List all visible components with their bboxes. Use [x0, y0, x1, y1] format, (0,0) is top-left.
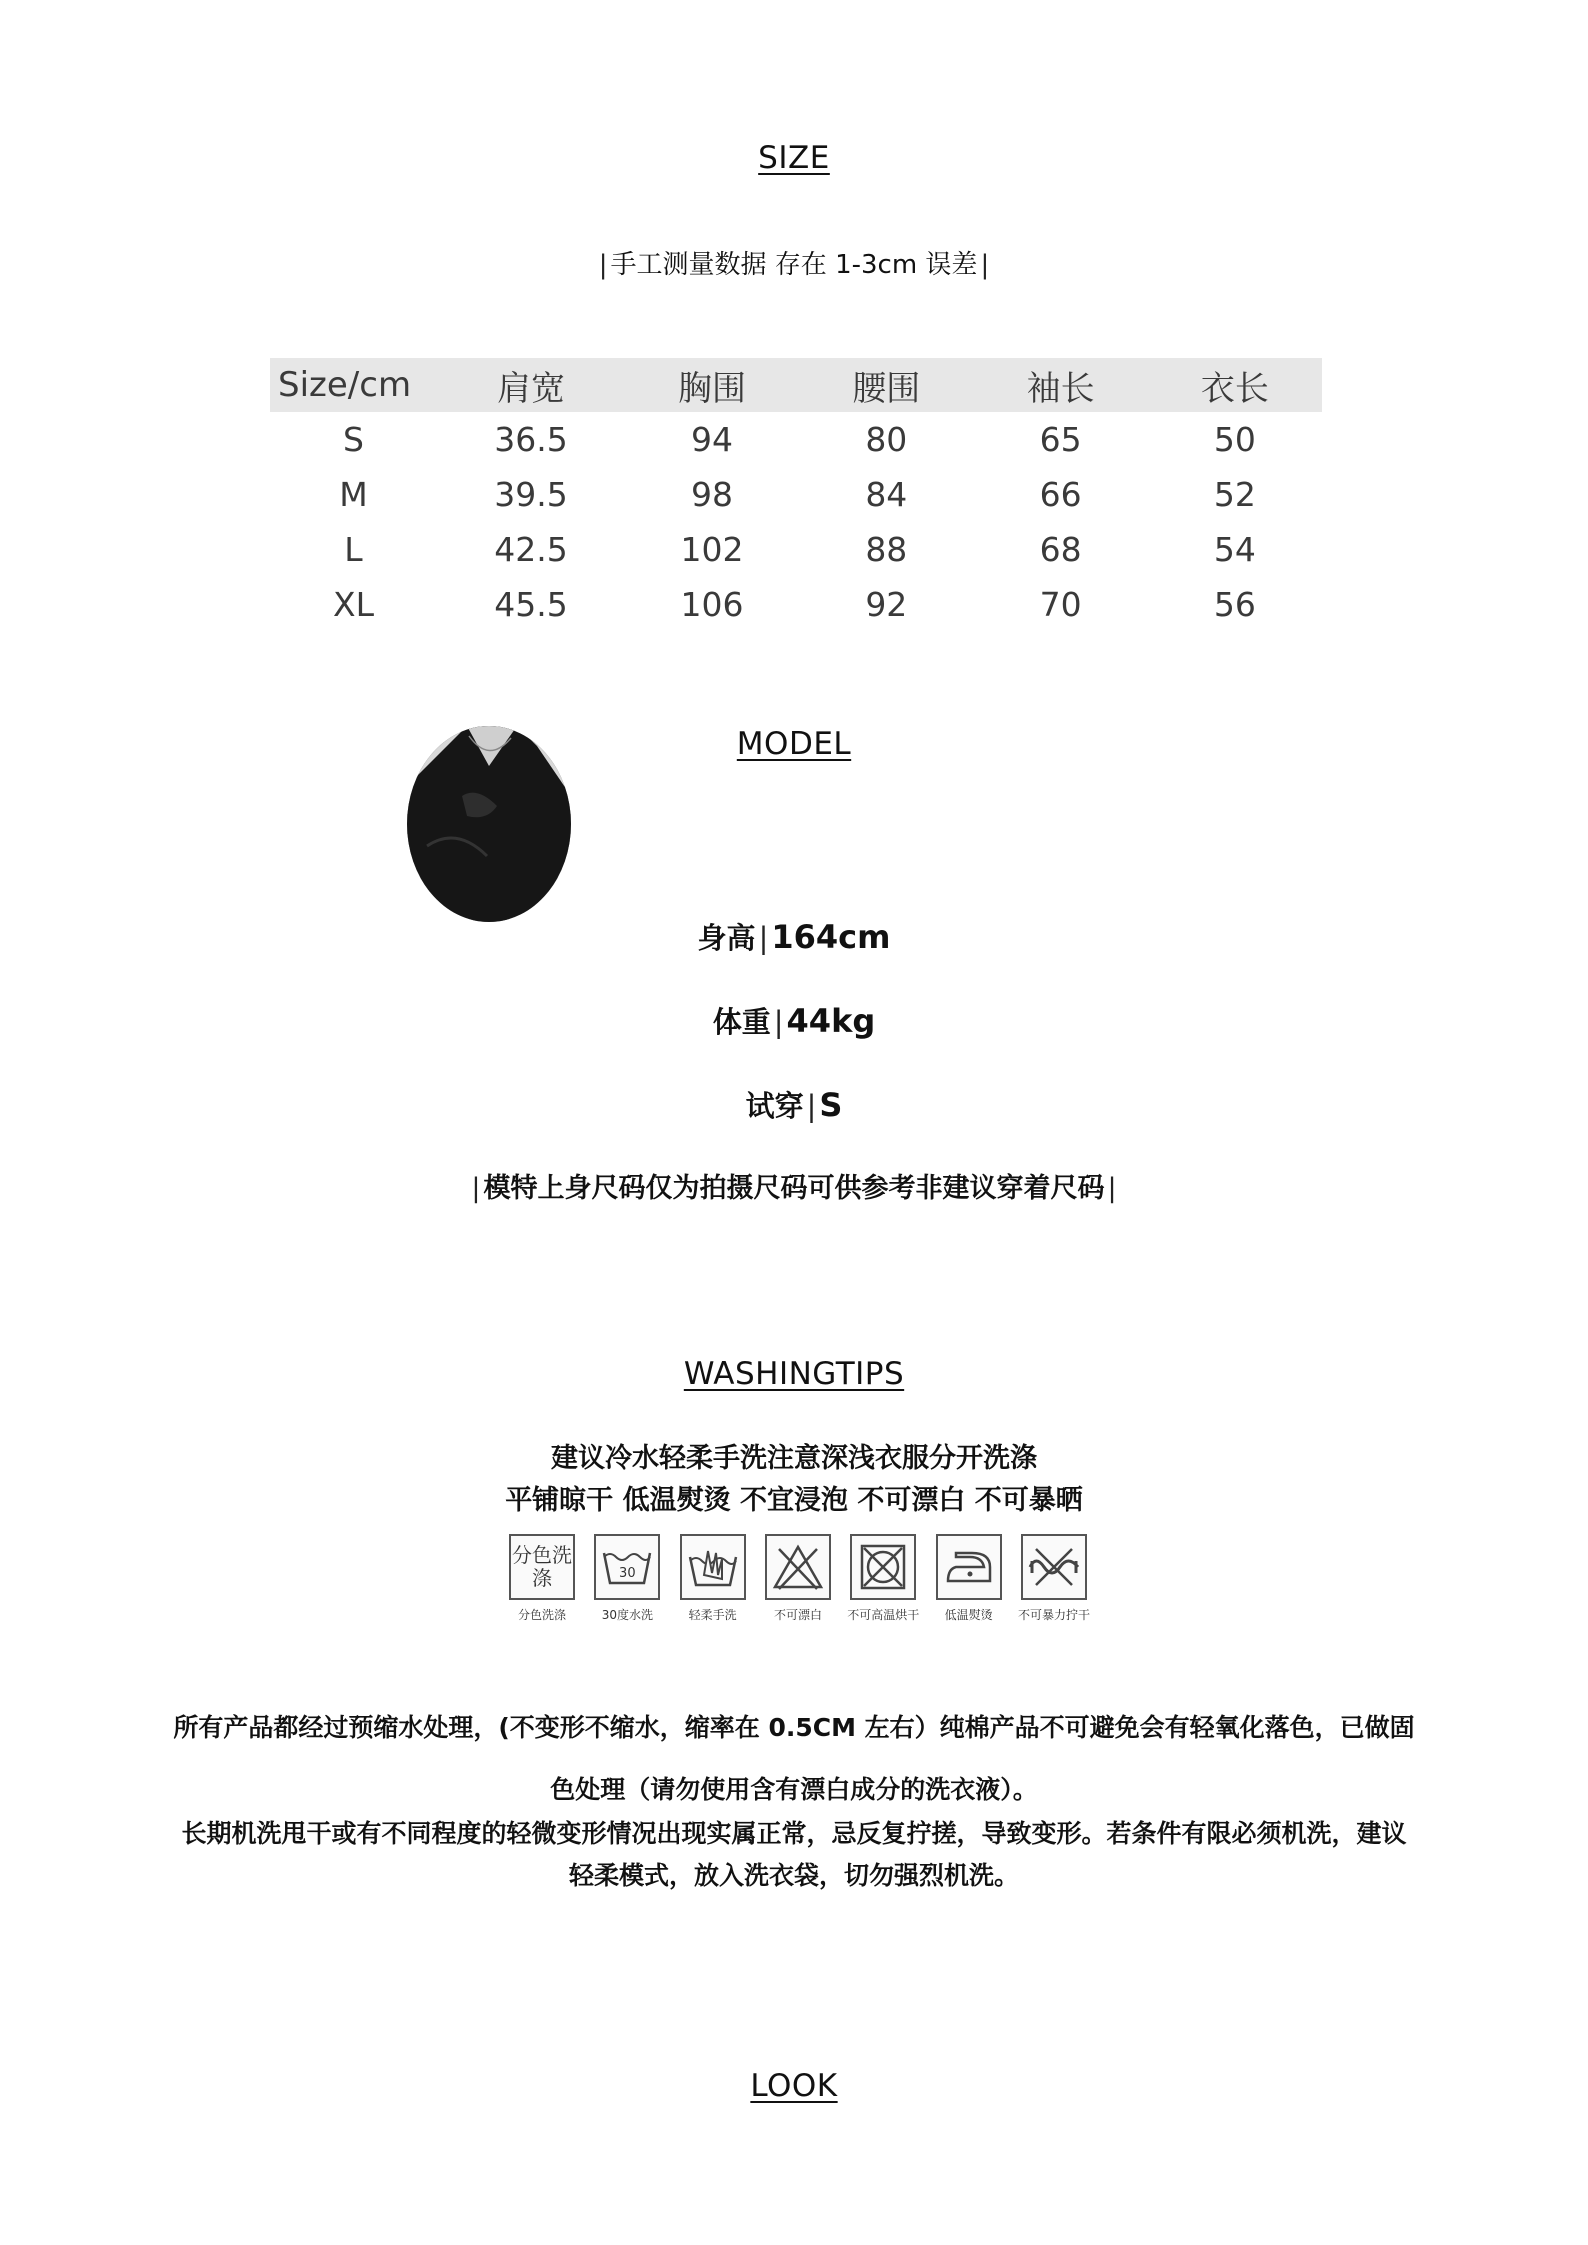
model-silhouette-icon: [407, 726, 571, 922]
table-row: [270, 577, 1322, 632]
table-cell: 50: [1213, 420, 1256, 459]
washing-paragraph-3: 长期机洗甩干或有不同程度的轻微变形情况出现实属正常，忌反复拧搓，导致变形。若条件有限必须机洗，建议: [181, 1819, 1407, 1848]
no-wring-icon: [1021, 1534, 1087, 1600]
table-cell: 84: [865, 475, 908, 514]
table-row: [270, 412, 1322, 467]
size-title: SIZE: [758, 140, 830, 176]
table-cell: 106: [680, 585, 744, 624]
table-row: [270, 522, 1322, 577]
table-cell: 92: [865, 585, 908, 624]
care-icon-item: 轻柔手洗: [671, 1534, 755, 1624]
model-title: MODEL: [736, 726, 852, 762]
model-height: 身高 |164cm: [697, 918, 891, 956]
table-cell: 42.5: [494, 530, 568, 569]
size-table: [270, 358, 1322, 632]
model-try-size: 试穿 |S: [745, 1086, 843, 1124]
low-iron-icon: [936, 1534, 1002, 1600]
table-cell: 56: [1213, 585, 1256, 624]
model-disclaimer: | 模特上身尺码仅为拍摄尺码可供参考非建议穿着尺码 |: [471, 1173, 1117, 1204]
table-row: [270, 467, 1322, 522]
table-cell: 39.5: [494, 475, 568, 514]
table-cell: 54: [1213, 530, 1256, 569]
header-cell: 衣长: [1148, 358, 1322, 412]
header-cell: 袖长: [973, 358, 1147, 412]
washing-paragraph-1: 所有产品都经过预缩水处理，(不变形不缩水，缩率在 0.5CM 左右）纯棉产品不可避免会有轻氧化落色，已做固: [173, 1713, 1415, 1742]
table-cell: 52: [1213, 475, 1256, 514]
care-icon-item: 30 30度水洗: [585, 1534, 669, 1624]
no-tumble-dry-icon: [850, 1534, 916, 1600]
table-cell: XL: [333, 585, 374, 624]
hand-wash-icon: [680, 1534, 746, 1600]
table-cell: M: [339, 475, 368, 514]
care-icon-item: 不可高温烘干: [841, 1534, 925, 1624]
washing-paragraph-4: 轻柔模式，放入洗衣袋，切勿强烈机洗。: [568, 1861, 1019, 1890]
washing-paragraph-2: 色处理（请勿使用含有漂白成分的洗衣液）。: [550, 1775, 1038, 1804]
look-title: LOOK: [750, 2068, 838, 2104]
table-cell: S: [343, 420, 364, 459]
table-cell: 68: [1039, 530, 1082, 569]
washing-line-1: 建议冷水轻柔手洗注意深浅衣服分开洗涤: [551, 1443, 1037, 1474]
table-cell: 102: [680, 530, 744, 569]
table-cell: 98: [691, 475, 734, 514]
header-cell: 腰围: [799, 358, 973, 412]
care-icon-item: 分色洗涤 分色洗涤: [500, 1534, 584, 1624]
wash-30-icon: 30: [594, 1534, 660, 1600]
header-cell: 肩宽: [437, 358, 625, 412]
table-cell: L: [344, 530, 363, 569]
table-cell: 94: [691, 420, 734, 459]
washing-line-2: 平铺晾干 低温熨烫 不宜浸泡 不可漂白 不可暴晒: [505, 1485, 1083, 1516]
table-cell: 45.5: [494, 585, 568, 624]
no-bleach-icon: [765, 1534, 831, 1600]
care-icon-item: 不可暴力拧干: [1012, 1534, 1096, 1624]
header-cell: Size/cm: [270, 358, 437, 412]
header-cell: 胸围: [625, 358, 799, 412]
model-weight: 体重 |44kg: [712, 1002, 876, 1040]
table-cell: 36.5: [494, 420, 568, 459]
table-cell: 80: [865, 420, 908, 459]
washing-title: WASHINGTIPS: [683, 1356, 905, 1392]
care-icon-item: 不可漂白: [756, 1534, 840, 1624]
table-cell: 88: [865, 530, 908, 569]
size-note: | 手工测量数据 存在 1-3cm 误差 |: [598, 250, 990, 280]
table-cell: 66: [1039, 475, 1082, 514]
table-cell: 70: [1039, 585, 1082, 624]
care-icons: [500, 1534, 1096, 1624]
table-cell: 65: [1039, 420, 1082, 459]
model-photo: [407, 726, 571, 922]
size-table-header: [270, 358, 1322, 412]
care-icon-item: 低温熨烫: [927, 1534, 1011, 1624]
size-note-text: 手工测量数据 存在 1-3cm 误差: [610, 250, 978, 280]
separate-wash-icon: 分色洗涤: [509, 1534, 575, 1600]
